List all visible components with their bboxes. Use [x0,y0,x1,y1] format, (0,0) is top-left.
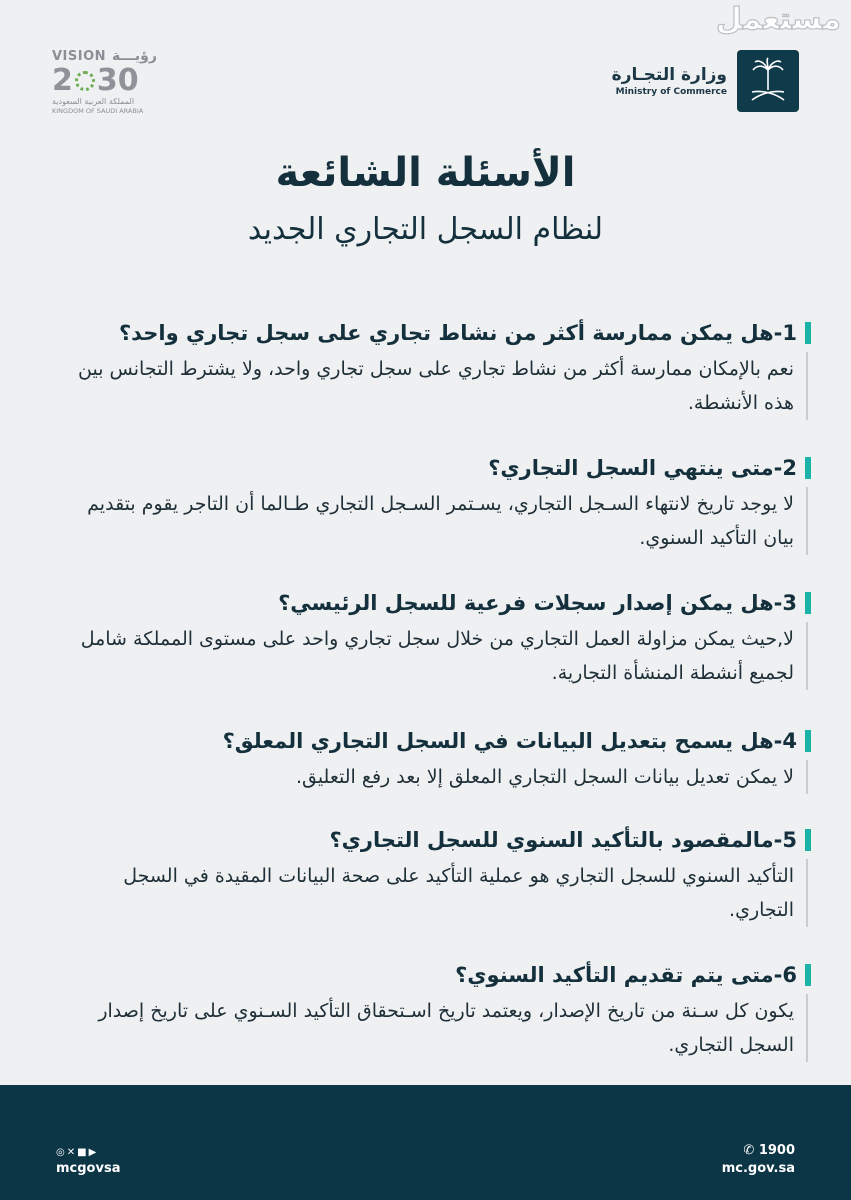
ministry-name-ar: وزارة التجـارة [611,65,727,85]
faq-item [60,318,811,420]
watermark: مستعمل [715,2,841,37]
footer [0,1085,851,1200]
faq-item [60,960,811,1062]
accent-bar [805,322,811,344]
faq-question: 2-متى ينتهي السجل التجاري؟ [60,453,811,483]
accent-bar [805,964,811,986]
faq-question: 4-هل يسمح بتعديل البيانات في السجل التجاري المعلق؟ [60,726,811,756]
faq-answer: لا يوجد تاريخ لانتهاء السـجل التجاري، يسـتمر السـجل التجاري طـالما أن التاجر يقوم بتقديم بيان التأكيد السنوي. [60,487,808,555]
faq-item [60,825,811,927]
facebook-icon[interactable]: ■ [77,1147,89,1158]
faq-answer: نعم بالإمكان ممارسة أكثر من نشاط تجاري على سجل تجاري واحد، ولا يشترط التجانس بين هذه الأنشطة. [60,352,808,420]
vision-country-en: KINGDOM OF SAUDI ARABIA [52,107,144,115]
vision-label-ar: رؤيـــة [112,48,157,64]
faq-item [60,453,811,555]
accent-bar [805,730,811,752]
website-link[interactable]: mc.gov.sa [721,1161,795,1176]
accent-bar [805,457,811,479]
faq-question: 5-مالمقصود بالتأكيد السنوي للسجل التجاري؟ [60,825,811,855]
accent-bar [805,829,811,851]
social-icons [56,1147,98,1158]
faq-answer: يكون كل سـنة من تاريخ الإصدار، ويعتمد تاريخ اسـتحقاق التأكيد السـنوي على تاريخ إصدار السجل التجاري. [60,994,808,1062]
vision-emblem-icon [75,71,95,91]
instagram-icon[interactable]: ◎ [56,1147,67,1158]
ministry-logo [612,50,799,112]
vision-2030-logo [52,48,172,128]
vision-country-ar: المملكة العربية السعودية [52,97,135,106]
social-handle[interactable]: mcgovsa [56,1161,121,1176]
x-icon[interactable]: ✕ [66,1147,78,1158]
phone-number[interactable]: ✆ 1900 [743,1143,795,1158]
page-title: الأسئلة الشائعة [275,150,576,196]
faq-answer: لا يمكن تعديل بيانات السجل التجاري المعلق إلا بعد رفع التعليق. [60,760,808,794]
faq-item [60,588,811,690]
phone-icon: ✆ [743,1143,755,1158]
faq-item [60,726,811,794]
vision-label-en: VISION [52,48,107,64]
faq-question: 3-هل يمكن إصدار سجلات فرعية للسجل الرئيسي؟ [60,588,811,618]
vision-year: 2 30 [52,63,139,98]
faq-question: 1-هل يمكن ممارسة أكثر من نشاط تجاري على سجل تجاري واحد؟ [60,318,811,348]
faq-answer: لا,حيث يمكن مزاولة العمل التجاري من خلال سجل تجاري واحد على مستوى المملكة شامل لجميع أنشطة المنشأة التجارية. [60,622,808,690]
page-subtitle: لنظام السجل التجاري الجديد [247,212,604,247]
ministry-name-en: Ministry of Commerce [615,87,727,97]
accent-bar [805,592,811,614]
youtube-icon[interactable]: ▶ [88,1147,99,1158]
faq-question: 6-متى يتم تقديم التأكيد السنوي؟ [60,960,811,990]
faq-answer: التأكيد السنوي للسجل التجاري هو عملية التأكيد على صحة البيانات المقيدة في السجل التجاري. [60,859,808,927]
saudi-emblem-icon [737,50,799,112]
